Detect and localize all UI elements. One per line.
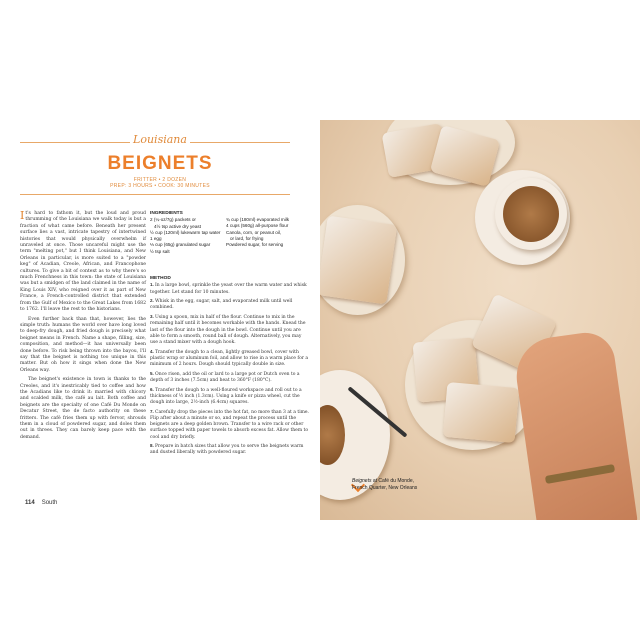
- hand: [512, 329, 639, 520]
- ingredients-col-1: [150, 211, 230, 255]
- method-section: [150, 276, 310, 459]
- method-step: 8. Prepare in batch sizes that allow you to serve the beignets warm and dusted liberally with powdered sugar.: [150, 443, 304, 456]
- method-step: 5. Once risen, add the oil or lard to a large pot or Dutch oven to a depth of 3 inches (7.5cm) and heat to 360°F (180°C).: [150, 370, 300, 383]
- method-step: 1. In a large bowl, sprinkle the yeast over the warm water and whisk together. Let stand for 10 minutes.: [150, 282, 307, 295]
- ingredient: Powdered sugar, for serving: [226, 242, 284, 248]
- beignet: [443, 382, 520, 443]
- folio: [25, 500, 57, 506]
- ingredient: 4 cups (560g) all-purpose flour: [226, 223, 289, 229]
- ingredient: Canola, corn, or peanut oil,: [226, 229, 282, 235]
- section-name: South: [41, 500, 58, 506]
- ingredient: 2 (¼-oz/7g) packets or: [150, 217, 196, 223]
- intro-paragraph-3: The beignet's existence in town is thanks to the Creoles, and it's inextricably tied to coffee and how the Acadians like to drink it: married with chicory and scalded milk, the café au lait. Both coffee and beignets are the specialty of one Café Du Monde on Decatur Street, the de facto authority on these fritters. The café fries them up with fervor, shrouds them in a cloud of powdered sugar, and doles them out in threes. They can barely keep pace with the demand.: [20, 377, 146, 440]
- photo-caption: Beignets at Café du Monde, French Quarter, New Orleans: [352, 478, 418, 491]
- ingredient: 4½ tsp active dry yeast: [154, 223, 201, 229]
- ingredients-heading: INGREDIENTS: [150, 211, 183, 216]
- recipe-yield: FRITTER • 2 DOZEN: [133, 177, 187, 183]
- ingredient: ⅓ cup (65g) granulated sugar: [150, 242, 211, 248]
- beignets-photo: [320, 120, 640, 520]
- intro-text: [20, 211, 146, 444]
- ingredient: 1 egg: [150, 236, 162, 242]
- method-step: 7. Carefully drop the pieces into the hot fat, no more than 3 at a time. Flip after about a minute or so, and repeat the process until the beignets are a deep golden brown. Transfer to a wire rack or other surface topped with paper towels to absorb excess fat. Allow them to cool and dry briefly.: [150, 408, 309, 440]
- ingredient: ½ tsp salt: [150, 248, 170, 254]
- intro-paragraph-2: Even further back than that, however, lies the simple truth: humans the world over have long loved to deep-fry dough, and fried dough is precisely what beignet means in French. Name a shape, filling, size, composition, and method—it has universally been done before. To risk being thrown into the bayou, I'll say that the beignet is nothing too unique in this matter. But oh how it sings when done the New Orleans way.: [20, 316, 146, 373]
- ingredient: ½ cup (120ml) lukewarm tap water: [150, 229, 221, 235]
- page-number: 114: [25, 500, 35, 506]
- drop-cap: I: [20, 209, 25, 222]
- intro-paragraph-1: t's hard to fathom it, but the loud and proud thrumming of the Louisiana we walk today is but a fraction of what came before. Beneath her present surface lies a vast, intricate tapestry of intertwined histories that would physically overwhelm if unraveled at once. Those uncareful might use the term "melting pot," but I think Louisiana, and New Orleans in particular, is more suited to a "powder keg" of Acadian, Creole, African, and Francophone cultures. To give a bit of context as to why there's so much Frenchness in this town: the state of Louisiana was but a smidgen of the land claimed in the name of King Louis XIV, who reigned over it as part of New France, a French-controlled district that extended from the Gulf of Mexico to the Great Lakes from 1682 to 1762. I'll leave the rest to the historians.: [20, 211, 146, 313]
- intro-paragraph: [20, 211, 146, 314]
- method-step: 3. Using a spoon, mix in half of the flour. Continue to mix in the remaining half until it becomes workable with the hands. Knead the last of the flour into the dough in the bowl. Continue until you are able to form a smooth, round ball of dough. Alternatively, you may use a stand mixer with a dough hook.: [150, 314, 306, 345]
- ingredient: ¾ cup (180ml) evaporated milk: [226, 217, 290, 222]
- method-step: 4. Transfer the dough to a clean, lightly greased bowl, cover with plastic wrap or aluminum foil, and allow to rise in a warm place for a minimum of 2 hours. Dough should typically double in size.: [150, 348, 309, 368]
- beignet: [320, 216, 397, 305]
- method-heading: METHOD: [150, 276, 171, 281]
- method-step: 6. Transfer the dough to a well-floured workspace and roll out to a thickness of ½ inch (1.3cm). Using a knife or pizza wheel, cut the dough into large, 2½-inch (6.4cm) squares.: [150, 386, 302, 406]
- recipe-title: BEIGNETS: [107, 153, 213, 174]
- recipe-region: Louisiana: [133, 133, 187, 146]
- method-step: 2. Whisk in the egg, sugar, salt, and evaporated milk until well combined.: [150, 298, 293, 311]
- recipe-times: PREP: 3 HOURS • COOK: 30 MINUTES: [110, 183, 210, 189]
- ingredient: or lard, for frying: [230, 235, 264, 241]
- ingredients-col-2: [226, 217, 314, 248]
- coffee: [503, 186, 559, 242]
- meta-rule: [20, 194, 290, 195]
